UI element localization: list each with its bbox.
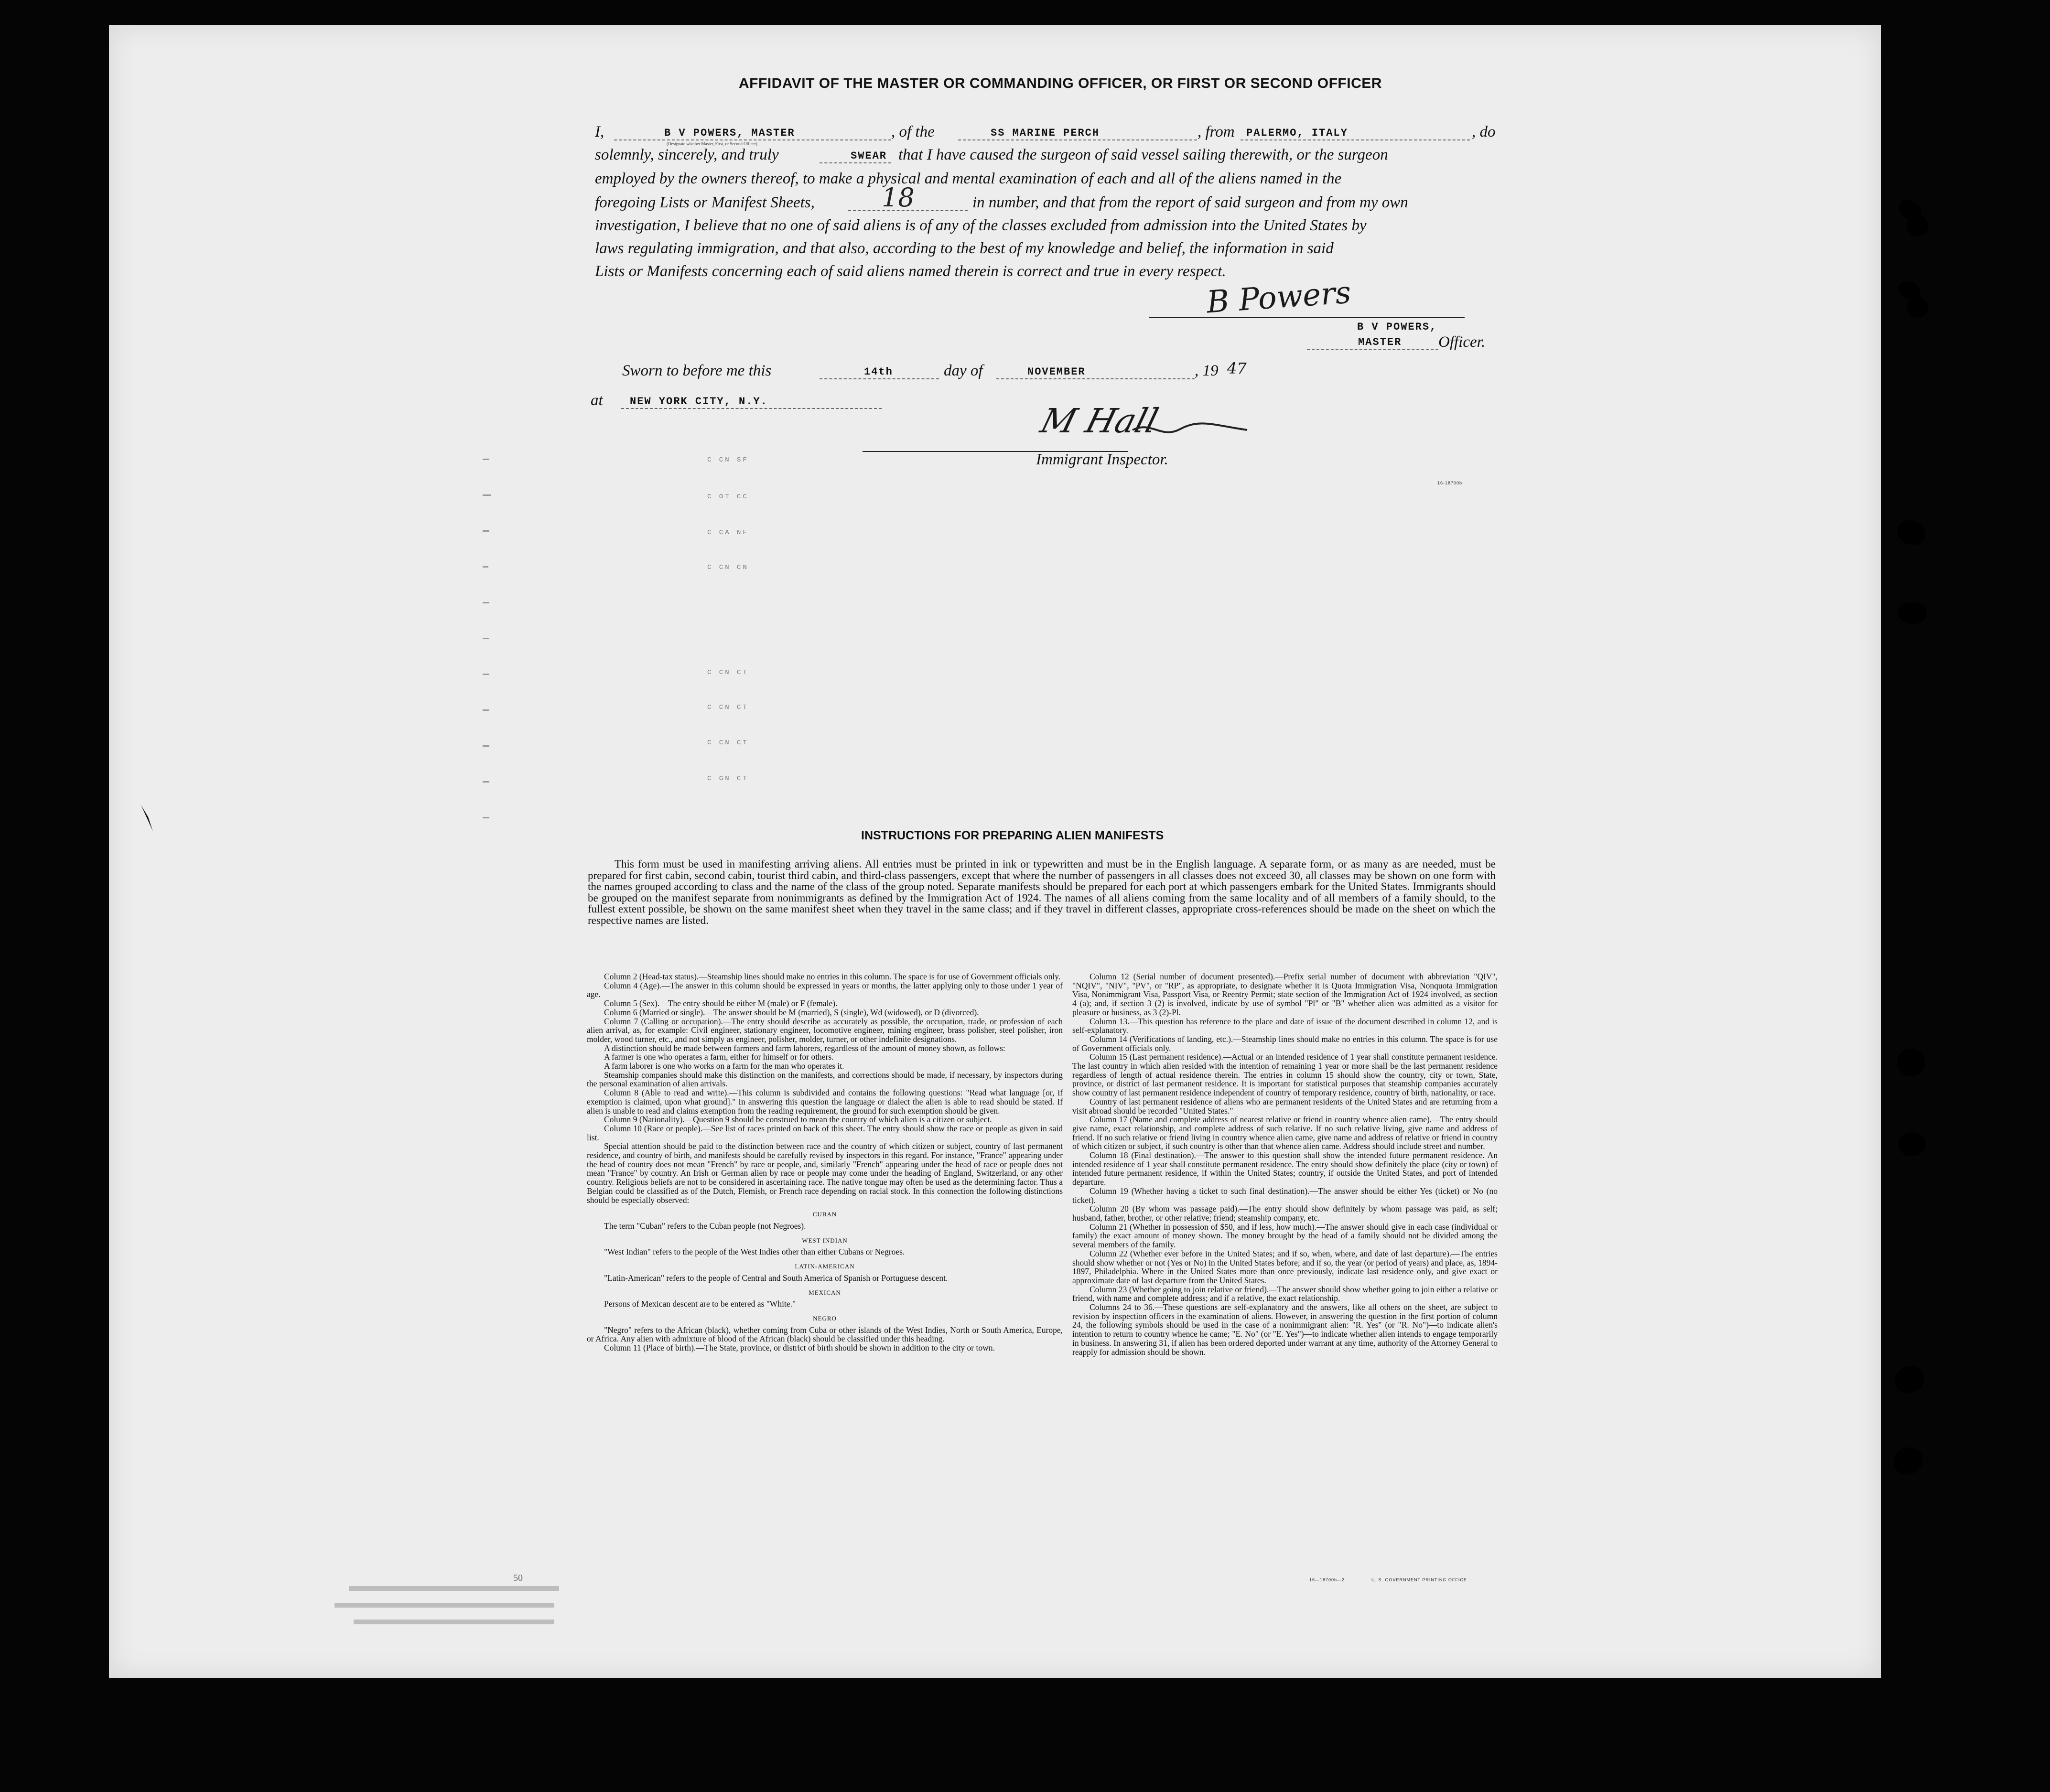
mexican-heading: MEXICAN bbox=[809, 1288, 841, 1296]
instruction-paragraph: Column 15 (Last permanent residence).—Actual or an intended residence of 1 year shall constitute permanent residence. The last country in which alien resided with the intention of remaining 1 year or more shall be the last permanent residence regardless of length of actual residence therein. The entries in column 15 should show the country, city or town, State, province, or district of last permanent residence. It is important for statistical purposes that steamship companies accurately show country of last permanent residence independent of country of temporary residence, country of birth, nationality, or race. bbox=[1072, 1052, 1498, 1098]
oath-word: SWEAR bbox=[851, 150, 887, 162]
instruction-paragraph: A distinction should be made between farmers and farm laborers, regardless of the amount of money shown, as follows: bbox=[604, 1043, 1005, 1053]
cuban-definition: The term "Cuban" refers to the Cuban people (not Negroes). bbox=[604, 1221, 806, 1231]
master-sublabel: (Designate whether Master, First, or Second Officer) bbox=[667, 141, 757, 146]
instruction-paragraph: Special attention should be paid to the distinction between race and the country of which citizen or subject, country of last permanent residence, and country of birth, and manifests should be carefully revised by inspectors in this regard. For instance, "France" appearing under the head of country does not mean "French" by race or people, and, similarly "French" appearing under the head of race or people does not mean "France" by country. An Irish or German alien by race or people may come under the heading of England, Switzerland, or any other country. Religious beliefs are not to be considered in ascertaining race. The native tongue may often be used as the determining factor. Thus a Belgian could be classified as of the Dutch, Flemish, or French race depending on racial stock. In this connection the following distinctions should be especially observed: bbox=[587, 1141, 1063, 1205]
binder-hole bbox=[1891, 1362, 1928, 1397]
instruction-paragraph: Column 21 (Whether in possession of $50, and if less, how much).—The answer should give in each case (individual or family) the exact amount of money shown. The money brought by the head of a family should not be divided among the several members of the family. bbox=[1072, 1222, 1498, 1250]
master-signature-line bbox=[1149, 317, 1465, 318]
cuban-heading: CUBAN bbox=[812, 1211, 837, 1218]
instruction-paragraph: Column 2 (Head-tax status).—Steamship lines should make no entries in this column. The space is for use of Government officials only. bbox=[604, 972, 1061, 981]
typed-name: B V POWERS, bbox=[1357, 321, 1437, 333]
bleedthrough-mark: C OT CC bbox=[707, 493, 749, 501]
latin-american-definition: "Latin-American" refers to the people of Central and South America of Spanish or Portuguese descent. bbox=[604, 1273, 948, 1283]
bleedthrough-mark: C CN CT bbox=[707, 669, 749, 676]
affidavit-line-3: employed by the owners thereof, to make a physical and mental examination of each and all of the aliens named in the bbox=[595, 170, 1342, 187]
binder-hole bbox=[1907, 296, 1928, 318]
affidavit-pre-name: I, bbox=[595, 123, 604, 140]
footer-printer: U. S. GOVERNMENT PRINTING OFFICE bbox=[1371, 1577, 1467, 1582]
instructions-right-column bbox=[1072, 972, 1498, 1356]
instruction-paragraph: Column 4 (Age).—The answer in this column should be expressed in years or months, the latter applying only to those under 1 year of age. bbox=[587, 980, 1063, 999]
day-of-label: day of bbox=[944, 362, 983, 379]
west-indian-definition: "West Indian" refers to the people of the West Indies other than either Cubans or Negroes. bbox=[604, 1247, 905, 1257]
inspector-label: Immigrant Inspector. bbox=[1036, 451, 1168, 468]
of-label: , of the bbox=[891, 123, 935, 140]
affidavit-line-6: laws regulating immigration, and that also, according to the best of my knowledge and belief, the information in said bbox=[595, 240, 1334, 257]
instruction-paragraph: Column 22 (Whether ever before in the United States; and if so, when, where, and date of last departure).—The entries should show whether or not (Yes or No) in the United States before; and if so, the year (or period of years) and place, as, 1894-1897, Philadelphia. Where in the United States more than once previously, indicate last residence only, and give exact or approximate date of last departure from the United States. bbox=[1072, 1248, 1498, 1285]
affidavit-line-5: investigation, I believe that no one of said aliens is of any of the classes excluded from admission into the United States by bbox=[595, 217, 1367, 234]
bleedthrough-mark: C CN CT bbox=[707, 739, 749, 747]
port-name: PALERMO, ITALY bbox=[1246, 127, 1348, 139]
instruction-paragraph: Column 19 (Whether having a ticket to such final destination).—The answer should be either Yes (ticket) or No (no ticket). bbox=[1072, 1186, 1498, 1205]
alien-count: 18 bbox=[882, 182, 915, 213]
instruction-paragraph: Column 20 (By whom was passage paid).—The entry should show definitely by whom passage was paid, as self; husband, father, brother, or other relative; friend; steamship company, etc. bbox=[1072, 1204, 1498, 1223]
bleedthrough-mark: C CN CN bbox=[707, 564, 749, 571]
column-11-instruction: Column 11 (Place of birth).—The State, province, or district of birth should be shown in addition to the city or town. bbox=[604, 1343, 995, 1353]
instruction-paragraph: Column 10 (Race or people).—See list of races printed on back of this sheet. The entry should show the race or people as given in said list. bbox=[587, 1123, 1063, 1142]
binder-hole bbox=[1893, 516, 1930, 550]
affidavit-line-4b: in number, and that from the report of said surgeon and from my own bbox=[972, 194, 1408, 211]
sworn-day: 14th bbox=[864, 366, 893, 378]
from-label: , from bbox=[1198, 123, 1235, 140]
instruction-paragraph: Column 9 (Nationality).—Question 9 should be construed to mean the country of which alien is a citizen or subject. bbox=[604, 1115, 992, 1125]
sworn-label: Sworn to before me this bbox=[622, 362, 772, 379]
sworn-month: NOVEMBER bbox=[1027, 366, 1086, 378]
affidavit-line-2a: solemnly, sincerely, and truly bbox=[595, 146, 779, 163]
sworn-day-line bbox=[820, 378, 939, 379]
sworn-month-line bbox=[996, 378, 1195, 379]
bleedthrough-mark: C CN CT bbox=[707, 704, 749, 711]
instruction-paragraph: Column 6 (Married or single).—The answer should be M (married), S (single), Wd (widowed), or D (divorced). bbox=[604, 1007, 979, 1017]
affidavit-line-4a: foregoing Lists or Manifest Sheets, bbox=[595, 194, 815, 211]
bleedthrough-mark: C CA NF bbox=[707, 529, 749, 537]
master-name: B V POWERS, MASTER bbox=[664, 127, 795, 139]
year-prefix: , 19 bbox=[1195, 362, 1219, 379]
sworn-place: NEW YORK CITY, N.Y. bbox=[630, 396, 768, 408]
instruction-paragraph: Column 8 (Able to read and write).—This column is subdivided and contains the following questions: "Read what language [or, if exemption is claimed, upon what ground]." In answering this question the language or dialect the alien is able to read should be stated. If alien is unable to read and claims exemption from the reading requirement, the ground for such exemption should be given. bbox=[587, 1088, 1063, 1116]
officer-title-line bbox=[1307, 349, 1438, 350]
instruction-paragraph: Columns 24 to 36.—These questions are self-explanatory and the answers, like all others on the sheet, are subject to revision by inspection officers in the examination of aliens. However, in answering the question in the first portion of column 24, the following symbols should be used in the case of a nonimmigrant alien: "R. Yes" (or "R. No")—to indicate alien's intention to return to country whence he came; "E. No" (or "E. Yes")—to indicate whether alien intends to engage temporarily in business. In answering 31, if alien has been ordered deported under warrant at any time, authority of the Attorney General to reapply for admission should be shown. bbox=[1072, 1302, 1498, 1357]
do-label: , do bbox=[1472, 123, 1496, 140]
negro-definition: "Negro" refers to the African (black), whether coming from Cuba or other islands of the West Indies, North or South America, Europe, or Africa. Any alien with admixture of blood of the African (black) should be classified under this heading. bbox=[587, 1325, 1063, 1344]
binder-hole bbox=[1898, 1132, 1926, 1156]
instruction-paragraph: Country of last permanent residence of aliens who are permanent residents of the United States and are returning from a visit abroad should be recorded "United States." bbox=[1072, 1096, 1498, 1116]
vessel-name: SS MARINE PERCH bbox=[991, 127, 1100, 139]
instruction-paragraph: Column 18 (Final destination).—The answer to this question shall show the intended future permanent residence. An intended residence of 1 year shall constitute permanent residence. The entry should show definitely the place (city or town) of intended future permanent residence, if within the United States; country, if outside the United States, and port of intended departure. bbox=[1072, 1150, 1498, 1187]
west-indian-heading: WEST INDIAN bbox=[802, 1236, 848, 1244]
footer-form-number: 16—18700b—2 bbox=[1309, 1577, 1345, 1582]
instructions-title: INSTRUCTIONS FOR PREPARING ALIEN MANIFESTS bbox=[861, 829, 1164, 842]
binder-hole bbox=[1897, 1049, 1925, 1076]
affidavit-line-7: Lists or Manifests concerning each of said aliens named therein is correct and true in every respect. bbox=[595, 263, 1226, 280]
instruction-paragraph: Column 12 (Serial number of document presented).—Prefix serial number of document with abbreviation "QIV", "NQIV", "NIV", "PV", or "RP", as appropriate, to designate whether it is Quota Immigration Visa, Nonquota Immigration Visa, Nonimmigrant Visa, Passport Visa, or Reentry Permit; state section of the Immigration Act of 1924 involved, as section 4 (a); and, if section 3 (2) is involved, indicate by use of symbol "Pl" or "B" whether alien was admitted as a visitor for pleasure or business, as 3 (2)-Pl. bbox=[1072, 972, 1498, 1017]
left-margin-artifacts bbox=[478, 449, 535, 831]
master-name-line bbox=[614, 139, 891, 140]
mexican-definition: Persons of Mexican descent are to be entered as "White." bbox=[604, 1299, 796, 1309]
instruction-paragraph: A farmer is one who operates a farm, either for himself or for others. bbox=[604, 1052, 834, 1062]
binder-hole bbox=[1898, 602, 1927, 624]
affidavit-line-2b: that I have caused the surgeon of said vessel sailing therewith, or the surgeon bbox=[898, 146, 1388, 163]
page-edge-mark bbox=[139, 803, 158, 836]
instruction-paragraph: A farm laborer is one who works on a farm for the man who operates it. bbox=[604, 1061, 844, 1071]
master-signature: B Powers bbox=[1205, 275, 1352, 321]
place-line bbox=[621, 408, 882, 409]
instruction-paragraph: Column 17 (Name and complete address of nearest relative or friend in country whence alien came).—The entry should give name, exact relationship, and complete address of such relative. If no such relative living, give name and address of friend. If no such relative or friend living in country whence alien came, give name and address of relative or friend in country of which citizen or subject, if such country is other than that whence alien came. Address should include street and number. bbox=[1072, 1115, 1498, 1151]
instruction-paragraph: Column 5 (Sex).—The entry should be either M (male) or F (female). bbox=[604, 998, 838, 1009]
instruction-paragraph: Column 14 (Verifications of landing, etc.).—Steamship lines should make no entries in this column. The space is for use of Government officials only. bbox=[1072, 1034, 1498, 1053]
instruction-paragraph: Column 13.—This question has reference to the place and date of issue of the document described in column 12, and is self-explanatory. bbox=[1072, 1016, 1498, 1035]
inspector-signature: M Hall bbox=[1036, 401, 1163, 440]
affidavit-title: AFFIDAVIT OF THE MASTER OR COMMANDING OFFICER, OR FIRST OR SECOND OFFICER bbox=[739, 75, 1382, 91]
port-line bbox=[1241, 139, 1470, 140]
at-label: at bbox=[591, 392, 603, 409]
latin-american-heading: LATIN-AMERICAN bbox=[795, 1263, 855, 1270]
officer-label: Officer. bbox=[1438, 333, 1486, 351]
form-number: 16-18700b bbox=[1437, 481, 1463, 485]
signature-flourish bbox=[1133, 420, 1247, 440]
instructions-left-column bbox=[587, 972, 1063, 1352]
oath-line bbox=[820, 162, 891, 163]
instruction-paragraph: Steamship companies should make this distinction on the manifests, and corrections should be made, if necessary, by inspectors during the personal examination of alien arrivals. bbox=[587, 1070, 1063, 1089]
instruction-paragraph: Column 7 (Calling or occupation).—The entry should describe as accurately as possible, the occupation, trade, or profession of each alien arrival, as, for example: Civil engineer, stationary engineer, locomotive engineer, mining engineer, brass polisher, steel polisher, iron molder, wood turner, etc., and not simply as engineer, polisher, molder, turner, or other indefinite designations. bbox=[587, 1016, 1063, 1044]
instruction-paragraph: Column 23 (Whether going to join relative or friend).—The answer should show whether going to join either a relative or friend, with name and complete address; and if a relative, the exact relationship. bbox=[1072, 1284, 1498, 1303]
sworn-year: 47 bbox=[1227, 359, 1247, 377]
bleedthrough-mark: C CN SF bbox=[707, 456, 749, 464]
instructions-intro: This form must be used in manifesting arriving aliens. All entries must be printed in ink or typewritten and must be in the English language. A separate form, or as many as are needed, must be prepared for first cabin, second cabin, tourist third cabin, and third-class passengers, except that where the number of passengers in all classes does not exceed 30, all classes may be shown on one form with the names grouped according to class and the name of the class of the group noted. Separate manifests should be prepared for each port at which passengers embark for the United States. Immigrants should be grouped on the manifest separate from nonimmigrants as defined by the Immigration Act of 1924. The names of all aliens coming from the same locality and of all members of a family should, to the fullest extent possible, be shown on the same manifest sheet when they travel in the same class; and if they travel in different classes, appropriate cross-references should be made on the sheet on which the respective names are listed. bbox=[588, 858, 1496, 926]
bleedthrough-mark: C GN CT bbox=[707, 775, 749, 783]
faint-stamp-number: 50 bbox=[513, 1573, 523, 1583]
vessel-line bbox=[958, 139, 1197, 140]
negro-heading: NEGRO bbox=[813, 1314, 837, 1322]
typed-title: MASTER bbox=[1358, 336, 1402, 348]
binder-hole bbox=[1907, 215, 1928, 236]
faint-stamp bbox=[334, 1581, 583, 1643]
binder-hole bbox=[1889, 1443, 1927, 1480]
